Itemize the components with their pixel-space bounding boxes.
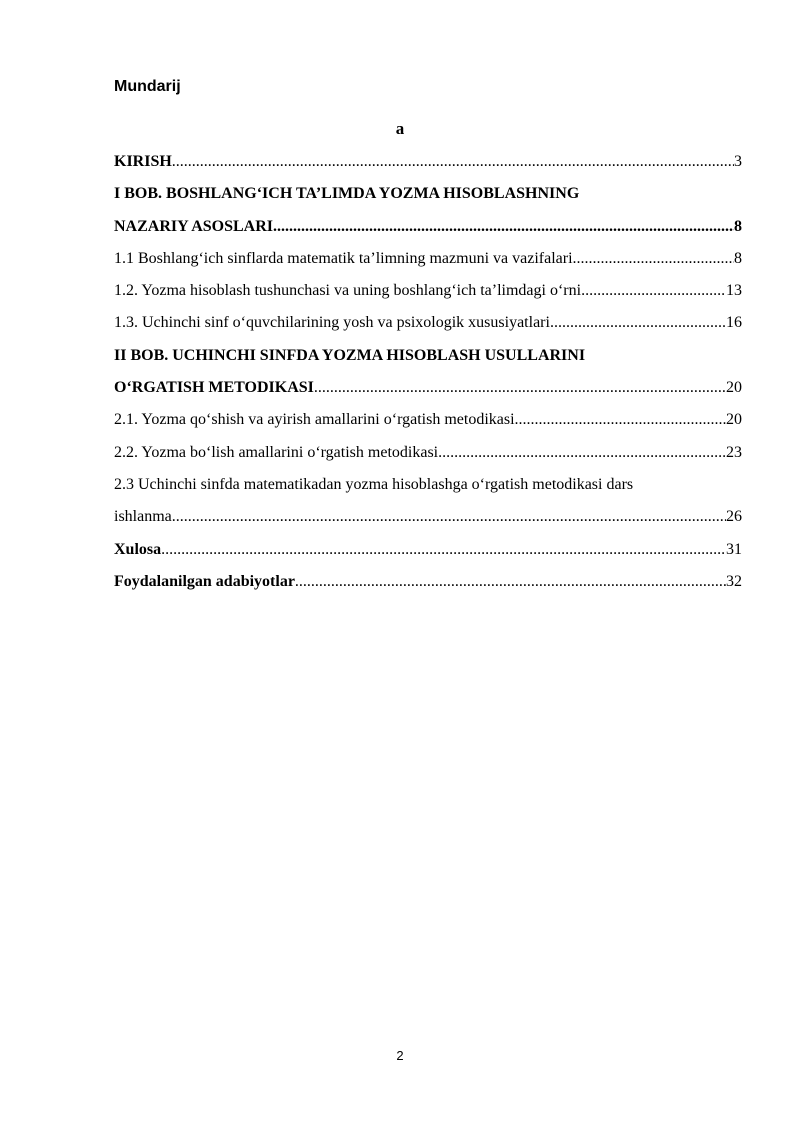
toc-entry-title: Foydalanilgan adabiyotlar xyxy=(114,572,295,590)
toc-heading-tail: a xyxy=(395,119,405,138)
dot-leader xyxy=(161,534,726,566)
toc-entry-title: NAZARIY ASOSLARI xyxy=(114,217,273,235)
toc-entry-title: ishlanma xyxy=(114,508,172,526)
toc-entry-page: 26 xyxy=(726,508,742,526)
page-number: 2 xyxy=(396,1048,404,1063)
toc-entry-title: O‘RGATISH METODIKASI xyxy=(114,379,314,397)
toc-entry-chapter-1-line1[interactable]: I BOB. BOSHLANG‘ICH TA’LIMDA YOZMA HISOBLASHNING xyxy=(114,185,580,203)
toc-entry-title: Xulosa xyxy=(114,540,162,558)
toc-entry-chapter-2[interactable] xyxy=(114,372,742,404)
dot-leader xyxy=(573,243,734,275)
dot-leader xyxy=(314,372,726,404)
dot-leader xyxy=(172,146,734,178)
toc-entry-conclusion[interactable] xyxy=(114,534,742,566)
toc-entry-title: 1.3. Uchinchi sinf o‘quvchilarining yosh va psixologik xususiyatlari xyxy=(114,314,550,332)
toc-entry-page: 3 xyxy=(734,153,742,170)
dot-leader xyxy=(515,404,726,436)
toc-entry-title: 1.1 Boshlang‘ich sinflarda matematik ta’limning mazmuni va vazifalari xyxy=(114,249,573,267)
toc-entry-references[interactable] xyxy=(114,566,742,598)
dot-leader xyxy=(295,566,726,598)
dot-leader xyxy=(438,437,726,469)
toc-entry-page: 16 xyxy=(726,314,742,332)
toc-entry-chapter-1[interactable] xyxy=(114,211,742,243)
toc-entry-title: 2.2. Yozma bo‘lish amallarini o‘rgatish metodikasi xyxy=(114,443,439,461)
toc-entry-page: 31 xyxy=(726,540,742,558)
dot-leader xyxy=(581,275,726,307)
dot-leader xyxy=(172,501,726,533)
toc-entry-section-1-2[interactable] xyxy=(114,275,742,307)
toc-entry-title: 2.1. Yozma qo‘shish va ayirish amallarini o‘rgatish metodikasi xyxy=(114,411,515,429)
toc-entry-section-2-3-line1[interactable]: 2.3 Uchinchi sinfda matematikadan yozma hisoblashga o‘rgatish metodikasi dars xyxy=(114,475,634,493)
toc-entry-page: 20 xyxy=(726,411,742,429)
toc-entry-introduction[interactable] xyxy=(114,146,742,178)
toc-entry-title: KIRISH xyxy=(114,153,172,170)
toc-entry-section-1-1[interactable] xyxy=(114,243,742,275)
toc-entry-page: 23 xyxy=(726,443,742,461)
dot-leader xyxy=(273,211,734,243)
table-of-contents xyxy=(114,146,742,598)
toc-entry-page: 32 xyxy=(726,572,742,590)
toc-entry-section-1-3[interactable] xyxy=(114,307,742,339)
toc-entry-section-2-2[interactable] xyxy=(114,437,742,469)
toc-entry-page: 8 xyxy=(734,217,742,235)
toc-entry-page: 20 xyxy=(726,379,742,397)
toc-heading: Mundarij xyxy=(114,78,181,95)
toc-entry-page: 13 xyxy=(726,282,742,300)
toc-entry-page: 8 xyxy=(734,249,742,267)
toc-entry-chapter-2-line1[interactable]: II BOB. UCHINCHI SINFDA YOZMA HISOBLASH USULLARINI xyxy=(114,346,586,364)
toc-entry-section-2-1[interactable] xyxy=(114,404,742,436)
dot-leader xyxy=(550,307,726,339)
toc-entry-section-2-3[interactable] xyxy=(114,501,742,533)
toc-entry-title: 1.2. Yozma hisoblash tushunchasi va uning boshlang‘ich ta’limdagi o‘rni xyxy=(114,282,582,300)
